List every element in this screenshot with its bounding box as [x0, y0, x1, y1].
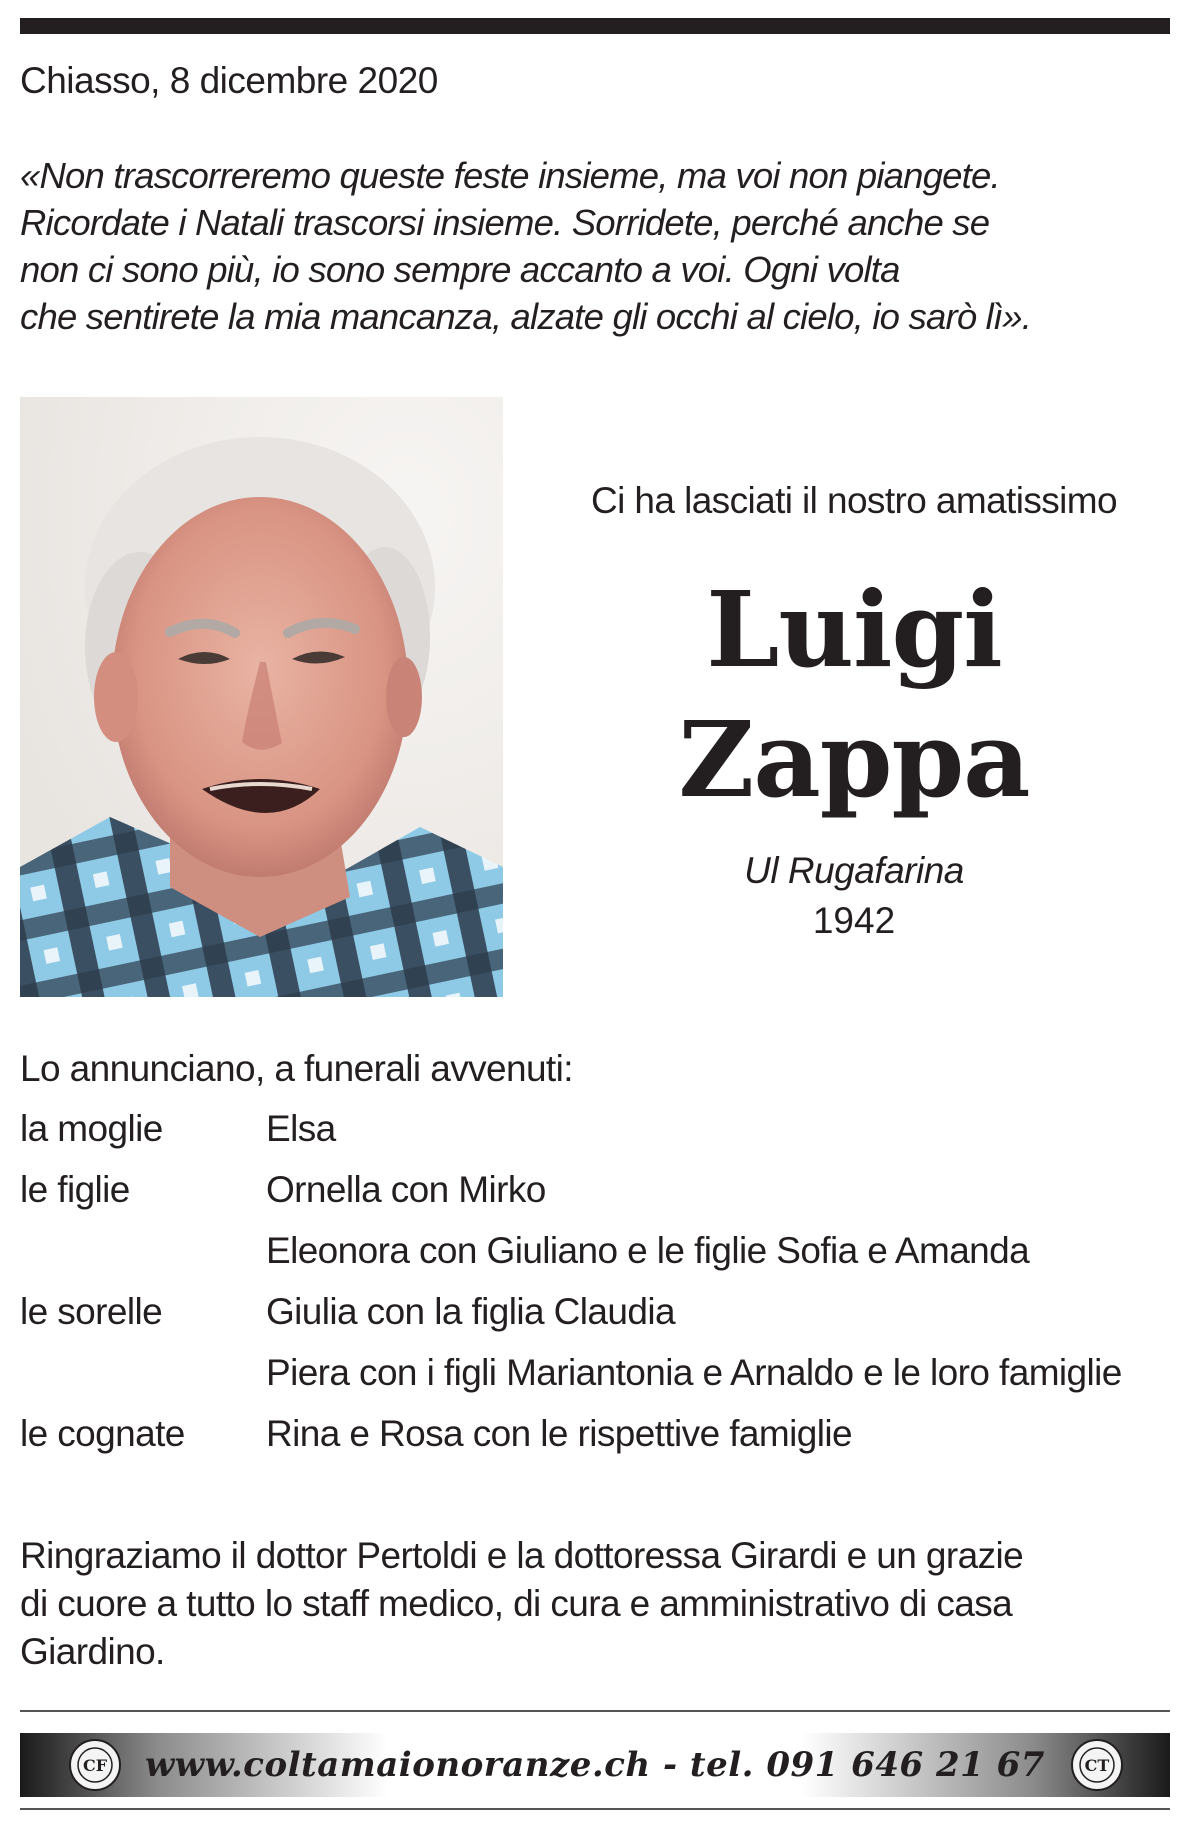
- svg-text:CT: CT: [1084, 1756, 1110, 1775]
- deceased-name: [535, 565, 1173, 825]
- thanks-paragraph: [20, 1532, 1170, 1676]
- family-row: [20, 1413, 1180, 1463]
- announcement-line: Lo annunciano, a funerali avvenuti:: [20, 1048, 573, 1089]
- intro-line: Ci ha lasciati il nostro amatissimo: [591, 480, 1117, 521]
- family-row: [20, 1230, 1180, 1280]
- relation-names: Ornella con Mirko: [266, 1169, 546, 1210]
- memorial-quote: [20, 152, 1170, 340]
- relation-label: le figlie: [20, 1169, 130, 1210]
- right-seal-logo: [1070, 1738, 1124, 1792]
- relation-label: la moglie: [20, 1108, 163, 1149]
- family-row: [20, 1291, 1180, 1341]
- relation-names: Eleonora con Giuliano e le figlie Sofia e Amanda: [266, 1230, 1030, 1271]
- funeral-home-footer: [20, 1733, 1170, 1797]
- family-row: [20, 1108, 1180, 1158]
- footer-top-rule: [20, 1710, 1170, 1712]
- quote-line: che sentirete la mia mancanza, alzate gli occhi al cielo, io sarò lì».: [20, 296, 1032, 337]
- thanks-line: Giardino.: [20, 1631, 165, 1672]
- relation-label: le cognate: [20, 1413, 185, 1454]
- portrait-photo: [20, 397, 503, 997]
- relation-names: Elsa: [266, 1108, 336, 1149]
- relation-names: Giulia con la figlia Claudia: [266, 1291, 675, 1332]
- family-row: [20, 1352, 1180, 1402]
- quote-line: non ci sono più, io sono sempre accanto a voi. Ogni volta: [20, 249, 900, 290]
- relation-names: Rina e Rosa con le rispettive famiglie: [266, 1413, 852, 1454]
- quote-line: «Non trascorreremo queste feste insieme, ma voi non piangete.: [20, 155, 1000, 196]
- footer-contact: www.coltamaionoranze.ch - tel. 091 646 21 67: [145, 1745, 1045, 1785]
- family-row: [20, 1169, 1180, 1219]
- birth-year: 1942: [812, 900, 896, 941]
- top-rule-bar: [20, 18, 1170, 34]
- thanks-line: Ringraziamo il dottor Pertoldi e la dottoressa Girardi e un grazie: [20, 1535, 1024, 1576]
- last-name: Zappa: [678, 698, 1030, 821]
- svg-text:CF: CF: [82, 1756, 108, 1775]
- relation-names: Piera con i figli Mariantonia e Arnaldo e le loro famiglie: [266, 1352, 1122, 1393]
- footer-bottom-rule: [20, 1808, 1170, 1810]
- first-name: Luigi: [706, 568, 1002, 691]
- thanks-line: di cuore a tutto lo staff medico, di cura e amministrativo di casa: [20, 1583, 1013, 1624]
- relation-label: le sorelle: [20, 1291, 163, 1332]
- notice-date: Chiasso, 8 dicembre 2020: [20, 60, 438, 101]
- quote-line: Ricordate i Natali trascorsi insieme. Sorridete, perché anche se: [20, 202, 990, 243]
- nickname: Ul Rugafarina: [744, 850, 964, 891]
